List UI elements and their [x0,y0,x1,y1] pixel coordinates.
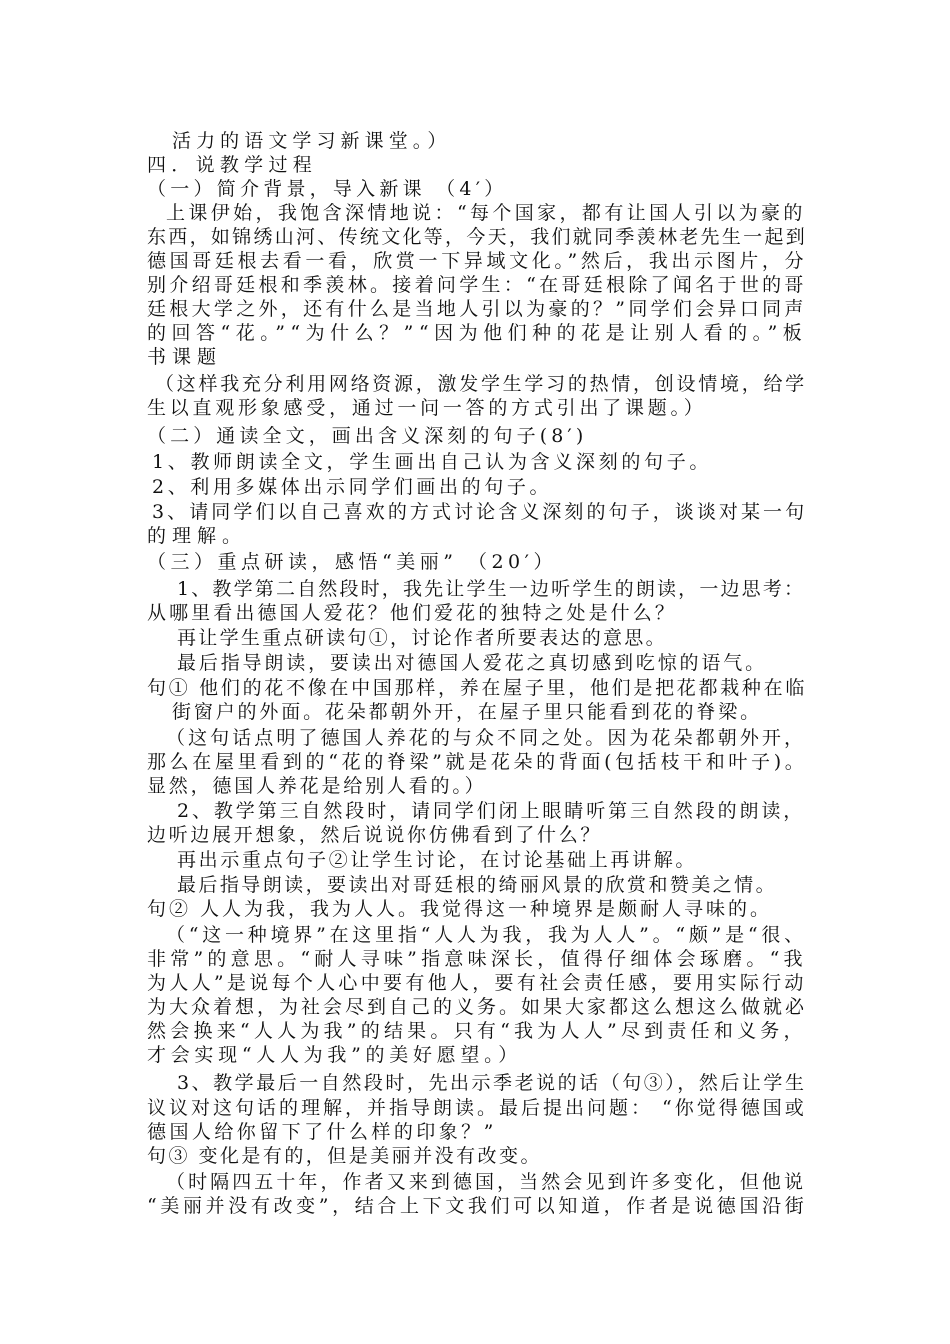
text-line-28: 2、教学第三自然段时，请同学们闭上眼睛听第三自然段的朗读， [177,800,806,822]
text-line-17: 的理解。 [147,525,248,547]
text-line-36: 为大众着想，为社会尽到自己的义务。如果大家都这么想这么做就必 [147,996,808,1018]
text-line-37: 然会换来“人人为我”的结果。只有“我为人人”尽到责任和义务， [147,1020,807,1042]
text-line-35: 为人人”是说每个人心中要有他人，要有社会责任感，要用实际行动 [147,972,807,994]
text-line-21: 再让学生重点研读句①，讨论作者所要表达的意思。 [177,627,667,649]
text-line-41: 德国人给你留下了什么样的印象？” [147,1121,497,1143]
text-line-44: “美丽并没有改变”，结合上下文我们可以知道，作者是说德国沿街 [147,1195,808,1217]
text-line-27: 显然，德国人养花是给别人看的。） [147,775,487,797]
text-line-40: 议议对这句话的理解，并指导朗读。最后提出问题： “你觉得德国或 [147,1097,807,1119]
quote-sentence-1: 句① 他们的花不像在中国那样，养在屋子里，他们是把花都栽种在临 [147,677,808,699]
text-line-12: 生以直观形象感受，通过一问一答的方式引出了课题。） [147,397,707,419]
text-line-10: 书课题 [147,346,223,368]
text-line-5: 东西，如锦绣山河、传统文化等，今天，我们就同季羡林老先生一起到 [147,226,807,248]
list-item-3: 3、请同学们以自己喜欢的方式讨论含义深刻的句子，谈谈对某一句 [152,501,808,523]
text-line-39: 3、教学最后一自然段时，先出示季老说的话（句③），然后让学生 [177,1072,807,1094]
text-line-11: （这样我充分利用网络资源，激发学生学习的热情，创设情境，给学 [155,373,807,395]
list-item-1: 1、教师朗读全文，学生画出自己认为含义深刻的句子。 [152,451,713,473]
section-heading-teaching-process: 四．说教学过程 [147,154,318,176]
text-line-9: 的回答“花。”“为什么？”“因为他们种的花是让别人看的。”板 [147,322,808,344]
text-line-33: （“这一种境界”在这里指“人人为我，我为人人”。“颇”是“很、 [166,924,807,946]
text-line-7: 别介绍哥廷根和季羡林。接着问学生：“在哥廷根除了闻名于世的哥 [147,274,807,296]
text-line-4: 上课伊始，我饱含深情地说：“每个国家，都有让国人引以为豪的 [166,202,806,224]
subheading-background: （一）简介背景，导入新课 （4′） [147,178,508,200]
text-line-20: 从哪里看出德国人爱花？他们爱花的独特之处是什么？ [147,602,677,624]
text-line-1: 活力的语文学习新课堂。） [172,130,452,152]
text-line-26: 那么在屋里看到的“花的脊梁”就是花朵的背面(包括枝干和叶子)。 [147,751,808,773]
text-line-43: （时隔四五十年，作者又来到德国，当然会见到许多变化，但他说 [166,1171,807,1193]
text-line-6: 德国哥廷根去看一看，欣赏一下异域文化。”然后，我出示图片，分 [147,250,808,272]
text-line-22: 最后指导朗读，要读出对德国人爱花之真切感到吃惊的语气。 [177,652,767,674]
text-line-8: 廷根大学之外，还有什么是当地人引以为豪的？”同学们会异口同声 [147,298,807,320]
text-line-29: 边听边展开想象，然后说说你仿佛看到了什么？ [147,824,603,846]
quote-sentence-2: 句② 人人为我，我为人人。我觉得这一种境界是颇耐人寻味的。 [147,898,773,920]
subheading-read-through: （二）通读全文，画出含义深刻的句子(8′) [147,425,588,447]
text-line-34: 非常”的意思。“耐人寻味”指意味深长，值得仔细体会琢磨。“我 [147,948,807,970]
subheading-key-study: （三）重点研读，感悟“美丽” （20′） [147,551,557,573]
text-line-31: 最后指导朗读，要读出对哥廷根的绮丽风景的欣赏和赞美之情。 [177,874,778,896]
text-line-30: 再出示重点句子②让学生讨论，在讨论基础上再讲解。 [177,849,698,871]
text-line-19: 1、教学第二自然段时，我先让学生一边听学生的朗读，一边思考： [177,578,806,600]
text-line-38: 才会实现“人人为我”的美好愿望。） [147,1044,522,1066]
text-line-25: （这句话点明了德国人养花的与众不同之处。因为花朵都朝外开， [166,727,807,749]
quote-sentence-1-cont: 街窗户的外面。花朵都朝外开，在屋子里只能看到花的脊梁。 [172,701,762,723]
list-item-2: 2、利用多媒体出示同学们画出的句子。 [152,476,553,498]
quote-sentence-3: 句③ 变化是有的，但是美丽并没有改变。 [147,1145,542,1167]
